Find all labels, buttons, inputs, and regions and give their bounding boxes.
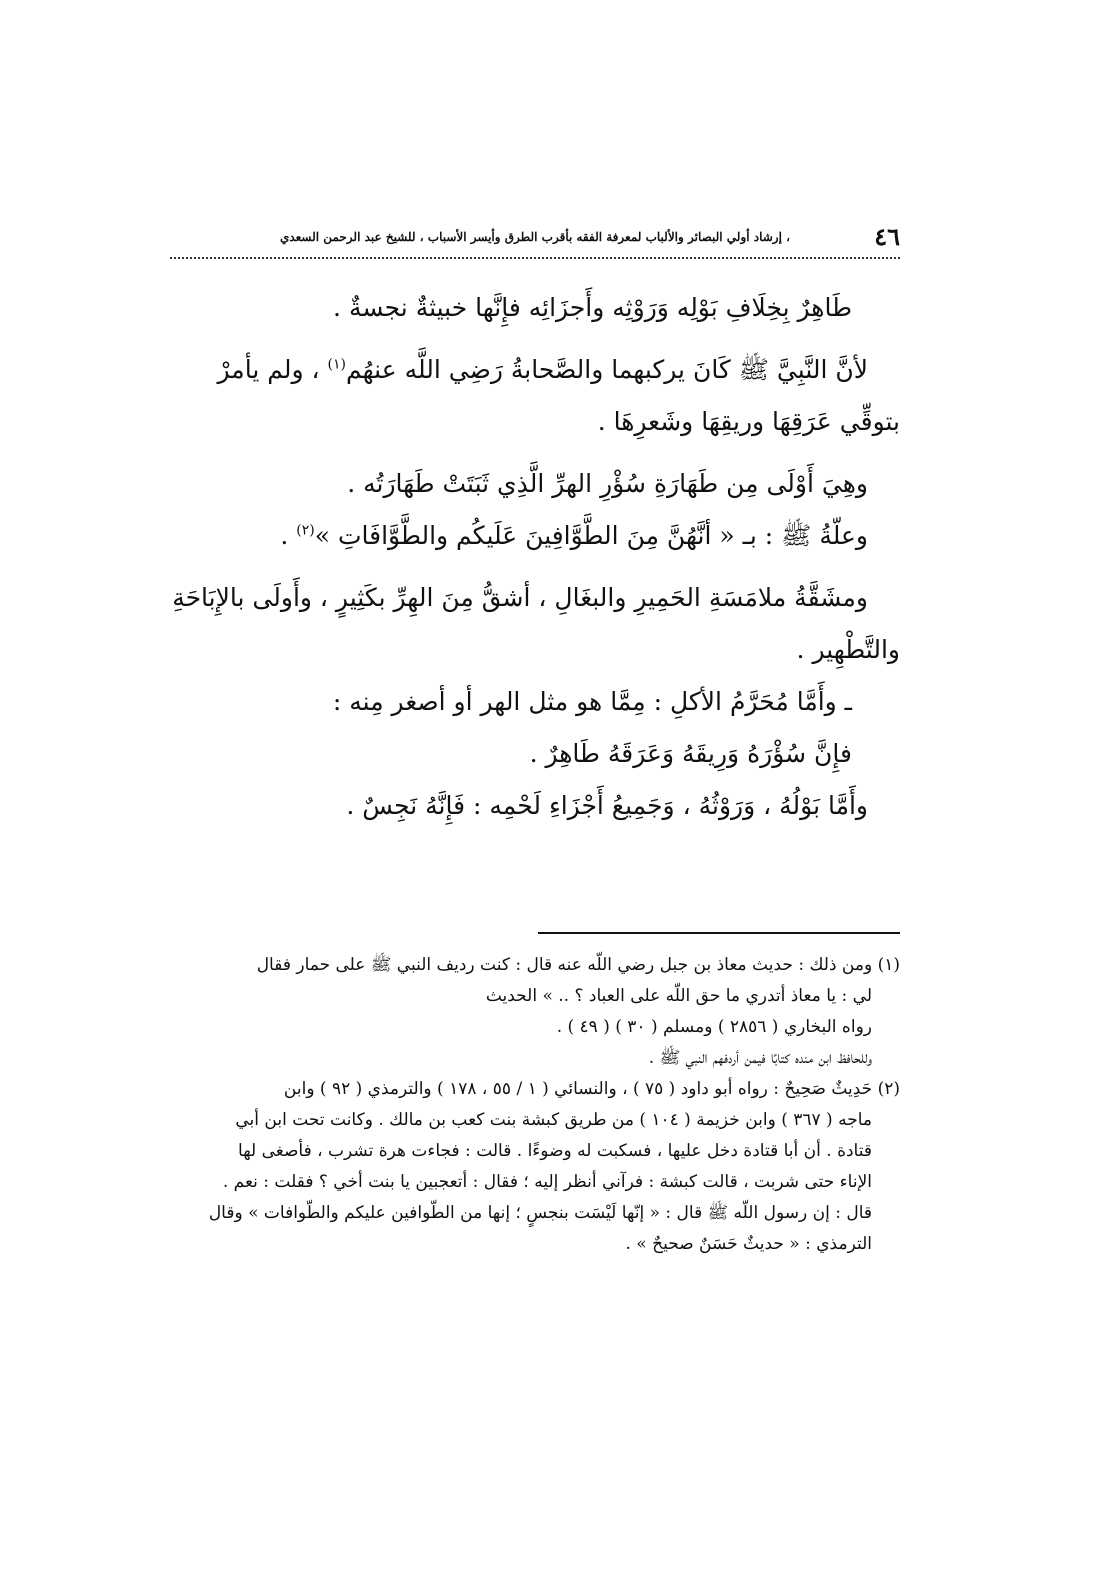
footnote-line: رواه البخاري ( ٢٨٥٦ ) ومسلم ( ٣٠ ) ( ٤٩ ) .: [556, 1017, 872, 1037]
main-line: بتوقِّي عَرَقِهَا وريقِهَا وشَعرِهَا .: [597, 407, 900, 436]
main-line: وعلّةُ ﷺ : بـ « أنَّهُنَّ مِنَ الطَّوَّافِينَ عَلَيكُم والطَّوَّافَاتِ »$^{(٢)}$ .: [280, 521, 868, 550]
footnote-ref: (١): [327, 356, 346, 373]
page-number: ٤٦: [874, 222, 900, 251]
footnote-line: لي : يا معاذ أتدري ما حق اللّه على العباد ؟ .. » الحديث: [485, 986, 872, 1006]
header-divider: [170, 257, 900, 259]
main-line: وأَمَّا بَوْلُهُ ، وَرَوْثُهُ ، وَجَمِيعُ أَجْزَاءِ لَحْمِه : فَإِنَّهُ نَجِسٌ .: [346, 791, 868, 820]
running-header: [170, 222, 900, 256]
footnotes: [160, 950, 900, 1260]
main-line: فإِنَّ سُؤْرَهُ وَرِيقَهُ وَعَرَقَهُ طَاهِرٌ .: [529, 739, 852, 768]
footnote-line: الترمذي : « حديثٌ حَسَنٌ صحيحٌ » .: [625, 1234, 872, 1254]
footnote-divider: [538, 932, 900, 934]
footnote-ref: (٢): [296, 522, 315, 539]
footnote-line: قال : إن رسول اللّه ﷺ قال : « إنّها لَيْسَت بنجسٍ ؛ إنها من الطّوافين عليكم والطّوافات » وقال: [208, 1203, 872, 1223]
main-line: طَاهِرٌ بِخِلَافِ بَوْلِه وَرَوْثِه وأَجزَائِه فإِنَّها خبيثةٌ نجسةٌ .: [333, 293, 852, 322]
book-title: ، إرشاد أولي البصائر والألباب لمعرفة الفقه بأقرب الطرق وأيسر الأسباب ، للشيخ عبد الرحمن السعدي: [279, 230, 790, 244]
footnote-line: وللحافظ ابن منده كتابًا فيمن أردفهم النبي ﷺ .: [648, 1048, 872, 1068]
main-line: وهِيَ أَوْلَى مِن طَهَارَةِ سُؤْرِ الهرِّ الَّذِي ثَبَتَتْ طَهَارَتُه .: [347, 469, 868, 498]
footnote-line: (١) ومن ذلك : حديث معاذ بن جبل رضي اللّه عنه قال : كنت رديف النبي ﷺ على حمار فقال: [256, 955, 900, 975]
footnote-line: الإناء حتى شربت ، قالت كبشة : فرآني أنظر إليه ؛ فقال : أتعجبين يا بنت أخي ؟ فقلت : نعم .: [222, 1172, 872, 1192]
main-text: [160, 282, 900, 832]
main-line: ـ وأَمَّا مُحَرَّمُ الأكلِ : مِمَّا هو مثل الهر أو أصغر مِنه :: [332, 687, 852, 716]
main-line: ومشَقَّةُ ملامَسَةِ الحَمِيرِ والبغَالِ ، أشقُّ مِنَ الهِرِّ بكَثِيرٍ ، وأَولَى بالإِبَاحَةِ: [172, 583, 868, 612]
footnote-line: قتادة . أن أبا قتادة دخل عليها ، فسكبت له وضوءًا . قالت : فجاءت هرة تشرب ، فأصغى لها: [238, 1141, 872, 1161]
main-line: لأنَّ النَّبِيَّ ﷺ كَانَ يركبهما والصَّحابةُ رَضِي اللَّه عنهُم$^{(١)}$ ، ولم يأمرْ: [217, 355, 868, 384]
main-line: والتَّطْهِير .: [796, 635, 900, 664]
footnote-line: ماجه ( ٣٦٧ ) وابن خزيمة ( ١٠٤ ) من طريق كبشة بنت كعب بن مالك . وكانت تحت ابن أبي: [235, 1110, 872, 1130]
footnote-line: (٢) حَدِيثٌ صَحِيحٌ : رواه أبو داود ( ٧٥ ) ، والنسائي ( ١ / ٥٥ ، ١٧٨ ) والترمذي ( ٩٢ ) وابن: [283, 1079, 900, 1099]
